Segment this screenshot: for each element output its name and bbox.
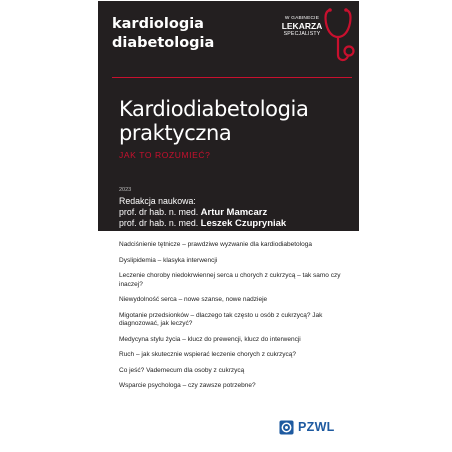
toc-item: Wsparcie psychologa – czy zawsze potrzebne? bbox=[119, 382, 256, 389]
stamp-line-1: W GABINECIE bbox=[284, 16, 320, 21]
editors-label: Redakcja naukowa: bbox=[119, 196, 196, 206]
stethoscope-icon bbox=[324, 7, 358, 65]
publication-year: 2023 bbox=[119, 187, 132, 193]
editor-2 bbox=[119, 218, 286, 229]
editor-1-prefix: prof. dr hab. n. med. bbox=[119, 207, 199, 217]
toc-item: Nadciśnienie tętnicze – prawdziwe wyzwanie dla kardiodiabetologa bbox=[119, 241, 312, 248]
toc-item: Co jeść? Vademecum dla osoby z cukrzycą bbox=[119, 366, 245, 374]
stamp-line-3: SPECJALISTY bbox=[283, 31, 321, 37]
toc-item: Ruch – jak skutecznie wspierać leczenie chorych z cukrzycą? bbox=[119, 351, 297, 358]
editor-1-name: Artur Mamcarz bbox=[200, 207, 268, 218]
publisher-logo bbox=[279, 419, 335, 435]
book-subtitle: JAK TO ROZUMIEĆ? bbox=[119, 150, 211, 160]
series-line-1: kardiologia bbox=[112, 16, 204, 32]
toc-item: Niewydolność serca – nowe szanse, nowe nadzieje bbox=[119, 296, 268, 303]
toc-item: Migotanie przedsionków – dlaczego tak często u osób z cukrzycą? Jak diagnozować, jak leczyć? bbox=[119, 311, 323, 327]
stamp-line-2: LEKARZA bbox=[281, 21, 323, 31]
editor-2-name: Leszek Czupryniak bbox=[200, 218, 287, 229]
toc-item: Medycyna stylu życia – klucz do prewencji, klucz do interwencji bbox=[119, 335, 301, 343]
accent-divider bbox=[112, 77, 352, 78]
title-line-2: praktyczna bbox=[119, 121, 232, 145]
editor-2-prefix: prof. dr hab. n. med. bbox=[119, 218, 199, 228]
series-title bbox=[112, 15, 214, 53]
table-of-contents bbox=[119, 241, 354, 398]
editor-1 bbox=[119, 207, 286, 218]
editors-block bbox=[119, 196, 286, 229]
title-line-1: Kardiodiabetologia bbox=[119, 97, 309, 121]
book-title bbox=[119, 97, 308, 145]
toc-item: Leczenie choroby niedokrwiennej serca u chorych z cukrzycą – tak samo czy inaczej? bbox=[119, 272, 341, 288]
publisher-name: PZWL bbox=[298, 420, 335, 434]
pzwl-logo-icon bbox=[279, 420, 294, 435]
toc-item: Dyslipidemia – klasyka interwencji bbox=[119, 256, 218, 264]
book-cover bbox=[98, 1, 359, 449]
series-line-2: diabetologia bbox=[112, 35, 215, 51]
